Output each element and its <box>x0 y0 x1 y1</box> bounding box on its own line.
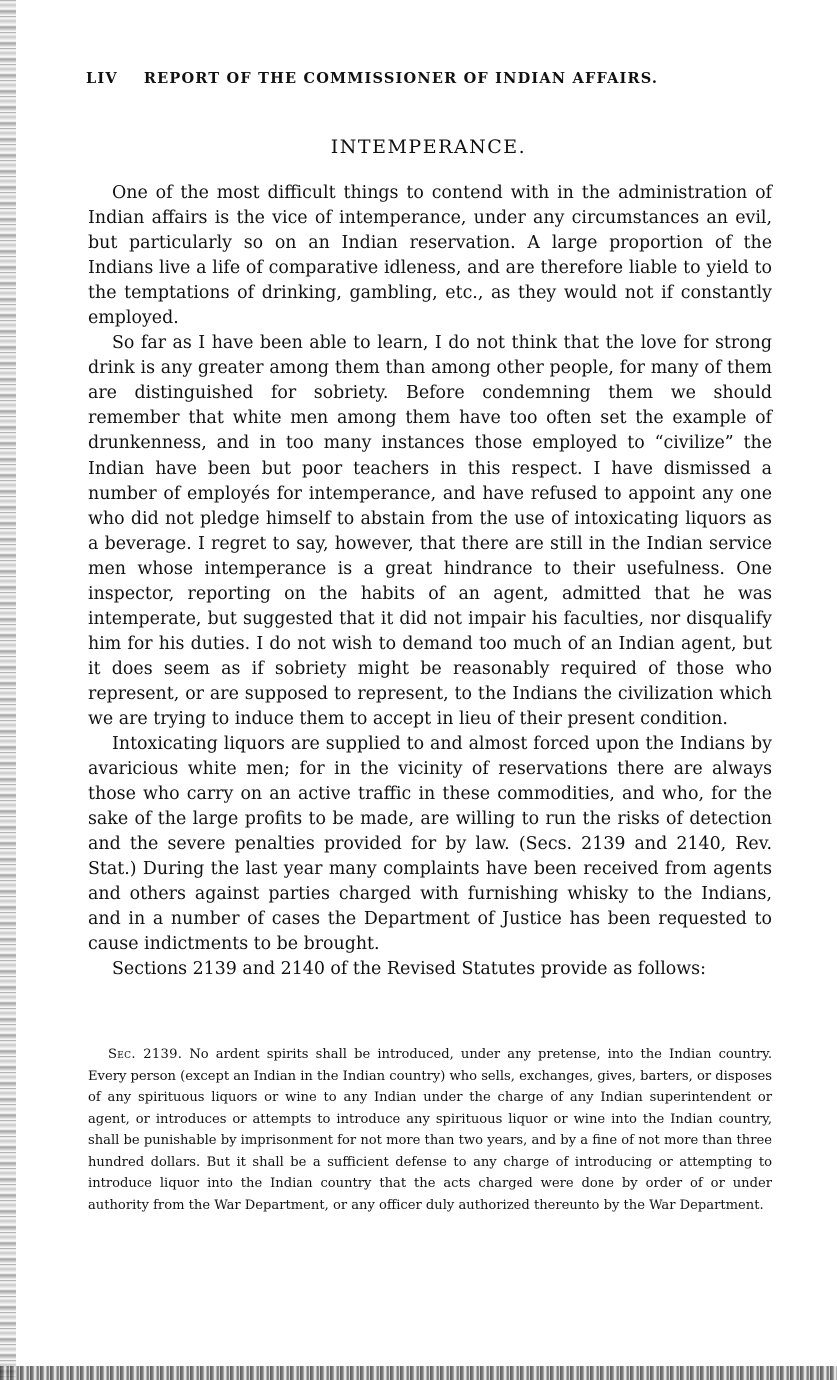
page-number: LIV <box>86 70 118 87</box>
statute-quote <box>88 1044 772 1216</box>
scan-binding-edge <box>0 0 16 1380</box>
section-title: INTEMPERANCE. <box>330 136 527 158</box>
running-title: REPORT OF THE COMMISSIONER OF INDIAN AFFAIRS. <box>143 70 659 87</box>
paragraph: One of the most difficult things to contend with in the administration of Indian affairs is the vice of intemperance, under any circumstances an evil, but particularly so on an Indian reservation. A large proportion of the Indians live a life of comparative idleness, and are therefore liable to yield to the temptations of drinking, gambling, etc., as they would not if constantly employed. <box>88 183 772 329</box>
running-header <box>86 70 766 87</box>
body-text <box>88 181 772 983</box>
paragraph: Sections 2139 and 2140 of the Revised Statutes provide as follows: <box>112 959 706 980</box>
paragraph: Intoxicating liquors are supplied to and almost forced upon the Indians by avaricious white men; for in the vicinity of reservations there are always those who carry on an active traffic in these commodities, and who, for the sake of the large profits to be made, are willing to run the risks of detection and the severe penalties provided for by law. (Secs. 2139 and 2140, Rev. Stat.) During the last year many complaints have been received from agents and others against parties charged with furnishing whisky to the Indians, and in a number of cases the Department of Justice has been requested to cause indictments to be brought. <box>88 734 772 955</box>
statute-section-label: Sec. 2139. <box>108 1047 183 1062</box>
statute-paragraph <box>88 1044 772 1216</box>
paragraph: So far as I have been able to learn, I do not think that the love for strong drink is any greater among them than among other people, for many of them are distinguished for sobriety. Before condemning them we should remember that white men among them have too often set the example of drunkenness, and in too many instances those employed to “civilize” the Indian have been but poor teachers in this respect. I have dismissed a number of employés for intemperance, and have refused to appoint any one who did not pledge himself to abstain from the use of intoxicating liquors as a beverage. I regret to say, however, that there are still in the Indian service men whose intemperance is a great hindrance to their usefulness. One inspector, reporting on the habits of an agent, admitted that he was intemperate, but suggested that it did not impair his faculties, nor disqualify him for his duties. I do not wish to demand too much of an Indian agent, but it does seem as if sobriety might be reasonably required of those who represent, or are supposed to represent, to the Indians the civilization which we are trying to induce them to accept in lieu of their present condition. <box>88 333 772 729</box>
statute-text: No ardent spirits shall be introduced, under any pretense, into the Indian country. Every person (except an Indian in the Indian country) who sells, exchanges, gives, barters, or disposes of any spirituous liquors or wine to any Indian under the charge of any Indian superintendent or agent, or introduces or attempts to introduce any spirituous liquor or wine into the Indian country, shall be punishable by imprisonment for not more than two years, and by a fine of not more than three hundred dollars. But it shall be a sufficient defense to any charge of introducing or attempting to introduce liquor into the Indian country that the acts charged were done by order of or under authority from the War Department, or any officer duly authorized thereunto by the War Department. <box>88 1047 772 1213</box>
scan-bottom-edge <box>0 1366 837 1380</box>
